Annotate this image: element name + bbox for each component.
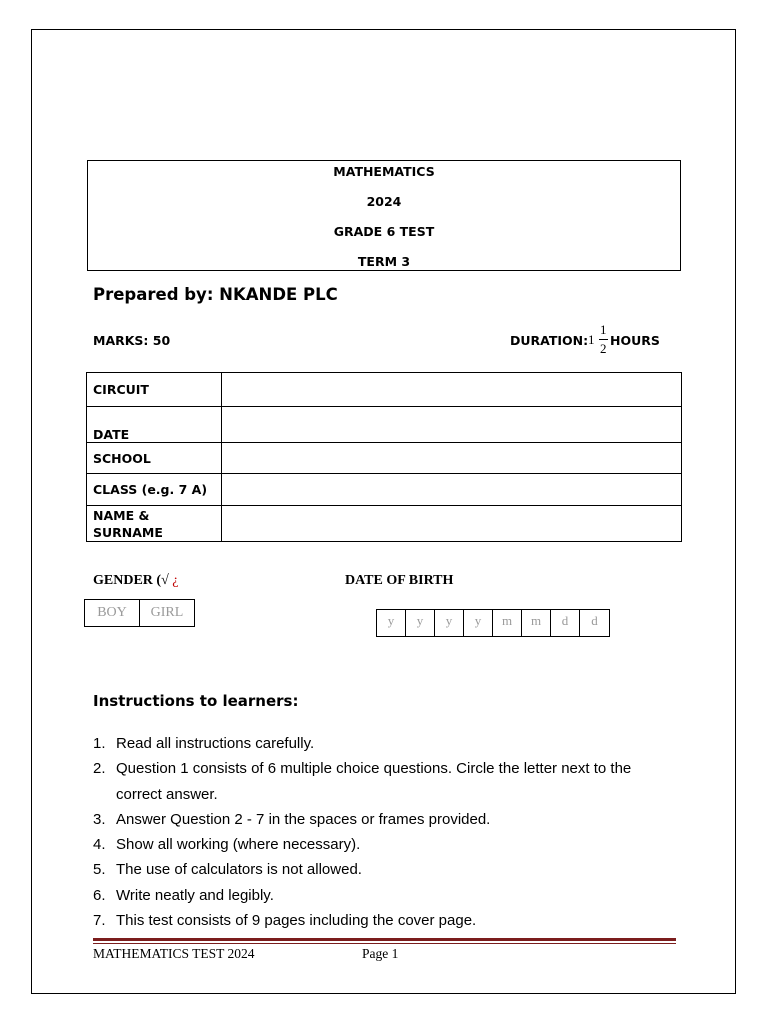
duration-fraction	[588, 322, 610, 358]
dob-cell-month[interactable]: m	[493, 610, 522, 636]
info-row-school	[87, 443, 682, 474]
marks-label: MARKS: 50	[93, 333, 171, 348]
gender-label-text: GENDER (	[93, 573, 162, 588]
dob-cell-year[interactable]: y	[435, 610, 464, 636]
instructions-heading: Instructions to learners:	[93, 692, 299, 710]
school-field[interactable]	[222, 443, 682, 474]
duration-whole: 1	[588, 332, 595, 347]
class-field[interactable]	[222, 474, 682, 506]
duration-denominator: 2	[600, 341, 607, 356]
instruction-item: 1. Read all instructions carefully.	[93, 735, 315, 752]
year-title: 2024	[366, 194, 402, 209]
dob-cell-day[interactable]: d	[551, 610, 580, 636]
dob-cell-day[interactable]: d	[591, 613, 598, 628]
instruction-text: Answer Question 2 - 7 in the spaces or frames provided.	[116, 810, 491, 828]
footer-divider-thin	[93, 943, 676, 944]
inverted-question-mark: ¿	[172, 573, 179, 588]
instruction-item: 4. Show all working (where necessary).	[93, 836, 361, 854]
footer-title: MATHEMATICS TEST 2024	[93, 946, 255, 961]
instruction-item: 2. Question 1 consists of 6 multiple choice questions. Circle the letter next to the correct answer.	[93, 760, 632, 803]
footer-divider	[93, 938, 676, 941]
title-box	[87, 160, 681, 271]
duration-unit: HOURS	[610, 333, 660, 348]
instruction-item: 7. This test consists of 9 pages including the cover page.	[93, 912, 477, 930]
info-row-name	[87, 506, 682, 542]
instructions-list	[93, 731, 673, 933]
info-row-circuit	[87, 373, 682, 407]
footer-page-number: Page 1	[362, 946, 399, 961]
class-label: CLASS (e.g. 7 A)	[87, 474, 222, 506]
instruction-text: Show all working (where necessary).	[116, 836, 361, 854]
dob-cell-month[interactable]: m	[522, 610, 551, 636]
gender-label	[93, 573, 178, 589]
dob-cell-year[interactable]: y	[377, 610, 406, 636]
test-title: GRADE 6 TEST	[333, 224, 435, 239]
subject-title: MATHEMATICS	[333, 164, 435, 179]
circuit-label: CIRCUIT	[87, 373, 222, 407]
fraction-bar	[599, 339, 608, 340]
instruction-item: 5. The use of calculators is not allowed.	[93, 861, 362, 879]
school-label: SCHOOL	[87, 443, 222, 474]
date-field[interactable]	[222, 407, 682, 443]
checkmark-icon: √	[161, 573, 169, 588]
instruction-text: Question 1 consists of 6 multiple choice questions. Circle the letter next to the correct answer.	[116, 760, 632, 803]
instruction-text: This test consists of 9 pages including the cover page.	[116, 912, 477, 930]
instruction-text: Read all instructions carefully.	[116, 735, 315, 752]
circuit-field[interactable]	[222, 373, 682, 407]
duration-numerator: 1	[600, 322, 607, 337]
dob-boxes	[376, 609, 610, 637]
duration-label: DURATION:	[510, 333, 589, 348]
gender-options	[84, 599, 195, 627]
name-surname-label: NAME & SURNAME	[87, 506, 222, 542]
gender-option-boy[interactable]: BOY	[85, 600, 140, 626]
instruction-item: 6. Write neatly and legibly.	[93, 886, 274, 904]
name-surname-field[interactable]	[222, 506, 682, 542]
dob-label: DATE OF BIRTH	[345, 573, 454, 588]
learner-info-table	[86, 372, 682, 542]
instruction-text: The use of calculators is not allowed.	[116, 861, 362, 879]
dob-cell-year[interactable]: y	[406, 610, 435, 636]
date-label: DATE	[87, 407, 222, 443]
info-row-class	[87, 474, 682, 506]
instruction-item: 3. Answer Question 2 - 7 in the spaces or frames provided.	[93, 810, 491, 828]
term-title: TERM 3	[357, 254, 411, 269]
dob-cell-year[interactable]: y	[464, 610, 493, 636]
gender-option-girl[interactable]: GIRL	[150, 605, 184, 620]
info-row-date	[87, 407, 682, 443]
instruction-text: Write neatly and legibly.	[116, 886, 274, 904]
prepared-by: Prepared by: NKANDE PLC	[93, 285, 338, 304]
